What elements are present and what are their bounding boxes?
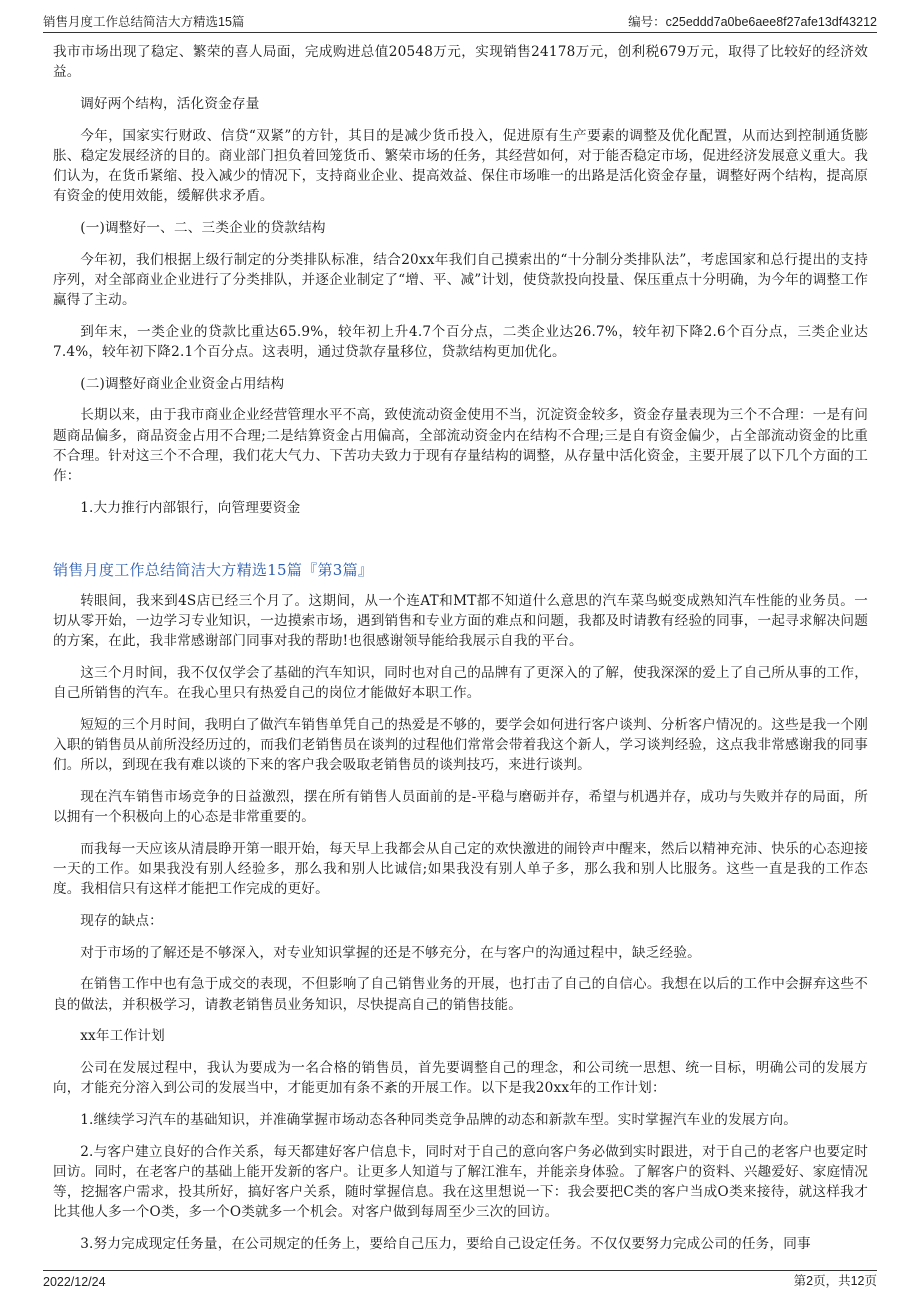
document-body — [53, 42, 868, 1266]
subheading: (二)调整好商业企业资金占用结构 — [80, 375, 285, 392]
paragraph: 到年末，一类企业的贷款比重达65.9%，较年初上升4.7个百分点，二类企业达26.7%，较年初下降2.6个百分点，三类企业达7.4%，较年初下降2.1个百分点。这表明，通过贷款存量移位，贷款结构更加优化。 — [53, 323, 868, 360]
footer-date: 2022/12/24 — [43, 1275, 106, 1289]
subheading: 调好两个结构，活化资金存量 — [80, 95, 260, 112]
paragraph: 我市市场出现了稳定、繁荣的喜人局面，完成购进总值20548万元，实现销售24178万元，创利税679万元，取得了比较好的经济效益。 — [53, 44, 868, 81]
paragraph: 在销售工作中也有急于成交的表现，不但影响了自己销售业务的开展，也打击了自己的自信心。我想在以后的工作中会摒弃这些不良的做法，并积极学习，请教老销售员业务知识，尽快提高自己的销售技能。 — [53, 976, 868, 1013]
paragraph: 转眼间，我来到4S店已经三个月了。这期间，从一个连AT和MT都不知道什么意思的汽车菜鸟蜕变成熟知汽车性能的业务员。一切从零开始，一边学习专业知识，一边摸索市场，遇到销售和专业方面的难点和问题，我都及时请教有经验的同事，一起寻求解决问题的方案，在此，我非常感谢部门同事对我的帮助!也很感谢领导能给我展示自我的平台。 — [53, 592, 868, 650]
paragraph: 这三个月时间，我不仅仅学会了基础的汽车知识，同时也对自己的品牌有了更深入的了解，使我深深的爱上了自己所从事的工作，自己所销售的汽车。在我心里只有热爱自己的岗位才能做好本职工作。 — [53, 664, 868, 702]
list-item: 1.继续学习汽车的基础知识，并准确掌握市场动态各种同类竞争品牌的动态和新款车型。实时掌握汽车业的发展方向。 — [80, 1111, 798, 1128]
paragraph: 而我每一天应该从清晨睁开第一眼开始，每天早上我都会从自己定的欢快激进的闹铃声中醒来，然后以精神充沛、快乐的心态迎接一天的工作。如果我没有别人经验多，那么我和别人比诚信;如果我没有别人单子多，那么我和别人比服务。这些一直是我的工作态度。我相信只有这样才能把工作完成的更好。 — [53, 840, 868, 898]
page-footer — [43, 1270, 877, 1289]
paragraph: 短短的三个月时间，我明白了做汽车销售单凭自己的热爱是不够的，要学会如何进行客户谈判、分析客户情况的。这些是我一个刚入职的销售员从前所没经历过的，而我们老销售员在谈判的过程他们常常会带着我这个新人，学习谈判经验，这点我非常感谢我的同事们。所以，到现在我有难以谈的下来的客户我会吸取老销售员的谈判技巧，来进行谈判。 — [53, 716, 868, 774]
list-item: 3.努力完成现定任务量，在公司规定的任务上，要给自己压力，要给自己设定任务。不仅仅要努力完成公司的任务，同事 — [80, 1235, 811, 1252]
paragraph: 今年初，我们根据上级行制定的分类排队标准，结合20xx年我们自己摸索出的“十分制分类排队法”，考虑国家和总行提出的支持序列，对全部商业企业进行了分类排队，并逐企业制定了“增、平、减”计划，使贷款投向投量、保压重点十分明确，为今年的调整工作赢得了主动。 — [53, 251, 868, 309]
paragraph: 公司在发展过程中，我认为要成为一名合格的销售员，首先要调整自己的理念，和公司统一思想、统一目标，明确公司的发展方向，才能充分溶入到公司的发展当中，才能更加有条不紊的开展工作。以下是我20xx年的工作计划： — [53, 1060, 868, 1097]
page-header — [43, 10, 877, 33]
footer-page-info: 第2页，共12页 — [793, 1274, 877, 1288]
paragraph: 对于市场的了解还是不够深入，对专业知识掌握的还是不够充分，在与客户的沟通过程中，缺乏经验。 — [80, 944, 701, 961]
subheading: xx年工作计划 — [80, 1028, 165, 1045]
header-doc-number: 编号：c25eddd7a0be6aee8f27afe13df43212 — [628, 15, 877, 29]
subheading: 现存的缺点： — [80, 913, 163, 929]
paragraph: 今年，国家实行财政、信贷“双紧”的方针，其目的是减少货币投入，促进原有生产要素的调整及优化配置，从而达到控制通货膨胀、稳定发展经济的目的。商业部门担负着回笼货币、繁荣市场的任务，其经营如何，对于能否稳定市场，促进经济发展意义重大。我们认为，在货币紧缩、投入减少的情况下，支持商业企业、提高效益、保住市场唯一的出路是活化资金存量，调整好两个结构，提高原有资金的使用效能，缓解供求矛盾。 — [53, 127, 868, 205]
section-title: 销售月度工作总结简洁大方精选15篇『第3篇』 — [53, 560, 374, 579]
paragraph: 现在汽车销售市场竞争的日益激烈，摆在所有销售人员面前的是-平稳与磨砺并存，希望与机遇并存，成功与失败并存的局面，所以拥有一个积极向上的心态是非常重要的。 — [53, 788, 868, 826]
list-item: 2.与客户建立良好的合作关系，每天都建好客户信息卡，同时对于自己的意向客户务必做到实时跟进，对于自己的老客户也要定时回访。同时，在老客户的基础上能开发新的客户。让更多人知道与了解江淮车，并能亲身体验。了解客户的资料、兴趣爱好、家庭情况等，挖掘客户需求，投其所好，搞好客户关系，随时掌握信息。我在这里想说一下：我会要把C类的客户当成O类来接待，就这样我才比其他人多一个O类，多一个O类就多一个机会。对客户做到每周至少三次的回访。 — [53, 1143, 868, 1221]
header-doc-title: 销售月度工作总结简洁大方精选15篇 — [43, 15, 245, 29]
list-item: 1.大力推行内部银行，向管理要资金 — [80, 499, 301, 516]
paragraph: 长期以来，由于我市商业企业经营管理水平不高，致使流动资金使用不当，沉淀资金较多，资金存量表现为三个不合理：一是有问题商品偏多，商品资金占用不合理;二是结算资金占用偏高，全部流动资金内在结构不合理;三是自有资金偏少，占全部流动资金的比重不合理。针对这三个不合理，我们花大气力、下苦功夫致力于现有存量结构的调整，从存量中活化资金，主要开展了以下几个方面的工作： — [53, 407, 868, 484]
subheading: (一)调整好一、二、三类企业的贷款结构 — [80, 219, 326, 236]
